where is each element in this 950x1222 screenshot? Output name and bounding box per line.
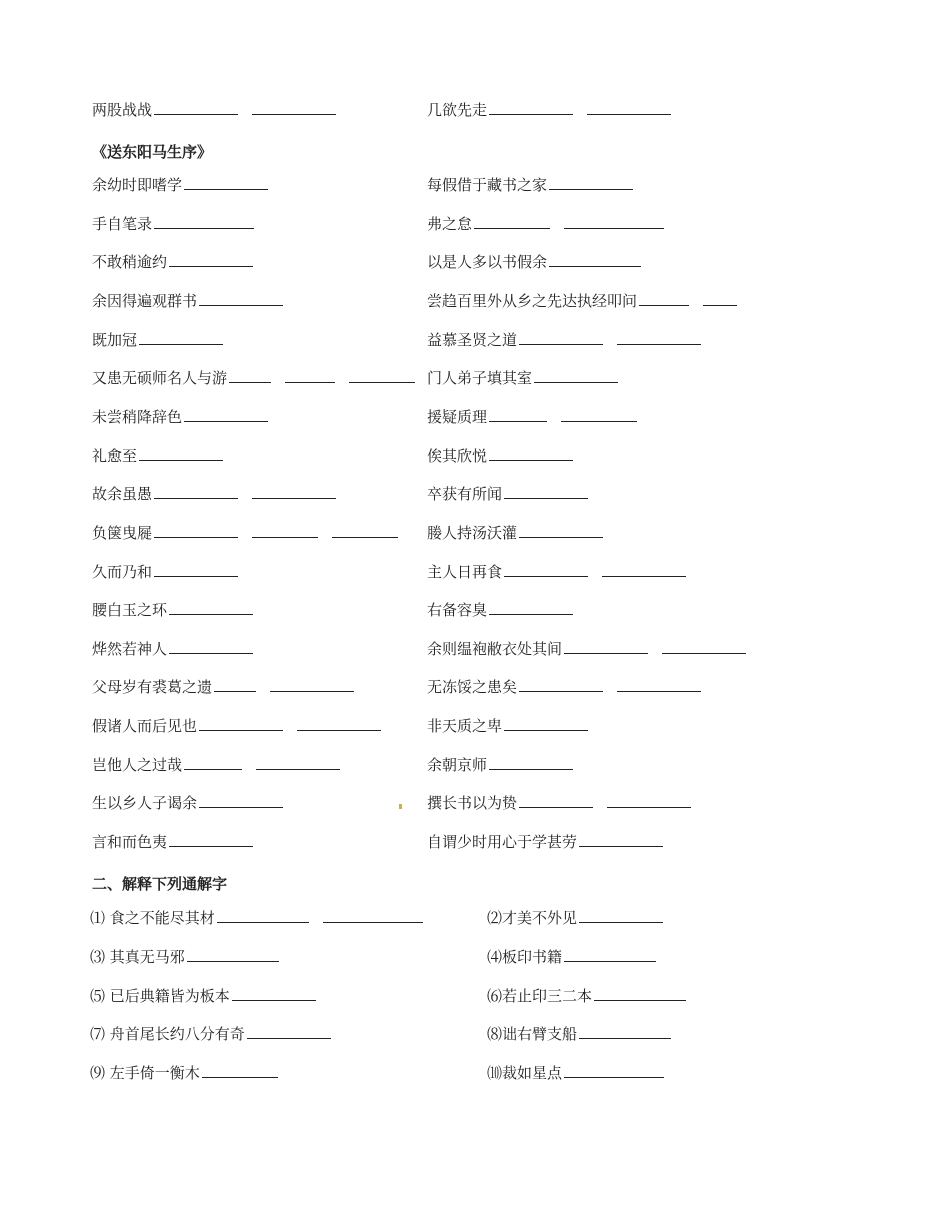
exercise-row	[0, 483, 950, 507]
exercise-item-right	[487, 985, 686, 1007]
exercise-phrase: 父母岁有裘葛之遗	[92, 678, 213, 697]
answer-blank[interactable]	[607, 793, 691, 808]
exercise-row	[0, 251, 950, 275]
exercise-row	[0, 715, 950, 739]
answer-blank[interactable]	[199, 716, 283, 731]
answer-blank[interactable]	[323, 908, 423, 923]
exercise-phrase: 几欲先走	[427, 101, 488, 119]
exercise-item-right	[427, 329, 701, 351]
answer-blank[interactable]	[169, 639, 253, 654]
exercise-item-left	[92, 406, 268, 428]
exercise-item-left	[92, 213, 254, 235]
exercise-phrase: ⑼ 左手倚一衡木	[90, 1064, 200, 1082]
answer-blank[interactable]	[154, 562, 238, 577]
answer-blank[interactable]	[184, 755, 242, 770]
answer-blank[interactable]	[489, 407, 547, 422]
exercise-item-left	[92, 174, 268, 196]
exercise-item-left	[90, 1062, 278, 1084]
exercise-phrase: 非天质之卑	[427, 717, 503, 736]
answer-blank[interactable]	[139, 446, 223, 461]
exercise-item-left	[92, 676, 354, 698]
exercise-row	[0, 99, 950, 123]
exercise-row	[0, 174, 950, 198]
exercise-phrase: 余幼时即嗜学	[92, 176, 183, 194]
exercise-item-right	[427, 174, 633, 196]
exercise-row	[0, 792, 950, 816]
exercise-row	[0, 946, 950, 970]
exercise-item-right	[427, 251, 641, 273]
exercise-phrase: 益慕圣贤之道	[427, 330, 518, 349]
exercise-phrase: 右备容臭	[427, 601, 488, 620]
exercise-phrase: 无冻馁之患矣	[427, 678, 518, 697]
exercise-item-right	[427, 676, 701, 698]
exercise-item-left	[92, 367, 415, 389]
exercise-row	[0, 831, 950, 855]
answer-blank[interactable]	[662, 639, 746, 654]
exercise-item-left	[92, 99, 336, 121]
answer-blank[interactable]	[154, 484, 238, 499]
exercise-phrase: 撰长书以为贽	[427, 794, 518, 813]
exercise-phrase: 弗之怠	[427, 214, 473, 233]
exercise-phrase: ⑽裁如星点	[487, 1064, 563, 1082]
answer-blank[interactable]	[617, 330, 701, 345]
exercise-phrase: 媵人持汤沃灌	[427, 523, 518, 542]
answer-blank[interactable]	[184, 407, 268, 422]
answer-blank[interactable]	[256, 755, 340, 770]
exercise-row	[0, 907, 950, 931]
answer-blank[interactable]	[564, 639, 648, 654]
answer-blank[interactable]	[489, 755, 573, 770]
answer-blank[interactable]	[214, 677, 256, 692]
answer-blank[interactable]	[579, 908, 663, 923]
exercise-item-right	[427, 831, 663, 853]
exercise-row	[0, 599, 950, 623]
exercise-phrase: 以是人多以书假余	[427, 253, 548, 272]
exercise-row	[0, 985, 950, 1009]
answer-blank[interactable]	[232, 986, 316, 1001]
exercise-phrase: 未尝稍降辞色	[92, 407, 183, 426]
exercise-row	[0, 445, 950, 469]
exercise-phrase: ⑻诎右臂支船	[487, 1025, 578, 1044]
exercise-phrase: ⑶ 其真无马邪	[90, 947, 185, 966]
exercise-phrase: 故余虽愚	[92, 485, 153, 504]
section-title-songdongyang: 《送东阳马生序》	[92, 143, 213, 161]
answer-blank[interactable]	[703, 291, 737, 306]
exercise-phrase: 余因得遍观群书	[92, 291, 198, 310]
exercise-item-left	[90, 985, 316, 1007]
exercise-row	[0, 754, 950, 778]
exercise-item-right	[487, 907, 663, 929]
answer-blank[interactable]	[579, 1024, 671, 1039]
answer-blank[interactable]	[154, 214, 254, 229]
exercise-phrase: 手自笔录	[92, 214, 153, 233]
exercise-item-left	[92, 561, 238, 583]
exercise-phrase: 俟其欣悦	[427, 446, 488, 465]
exercise-phrase: 主人日再食	[427, 562, 503, 581]
exercise-item-right	[487, 1062, 664, 1084]
answer-blank[interactable]	[169, 600, 253, 615]
exercise-phrase: 久而乃和	[92, 562, 153, 581]
exercise-row	[0, 1062, 950, 1086]
answer-blank[interactable]	[561, 407, 637, 422]
exercise-row	[0, 213, 950, 237]
exercise-item-left	[92, 638, 253, 660]
exercise-phrase: ⑸ 已后典籍皆为板本	[90, 986, 230, 1005]
answer-blank[interactable]	[349, 368, 415, 383]
answer-blank[interactable]	[229, 368, 271, 383]
answer-blank[interactable]	[639, 291, 689, 306]
stray-mark	[399, 804, 402, 809]
answer-blank[interactable]	[564, 1063, 664, 1078]
exercise-phrase: 礼愈至	[92, 446, 138, 465]
answer-blank[interactable]	[285, 368, 335, 383]
exercise-item-left	[92, 290, 283, 312]
exercise-row	[0, 406, 950, 430]
exercise-item-left	[90, 907, 423, 929]
answer-blank[interactable]	[564, 947, 656, 962]
answer-blank[interactable]	[564, 214, 664, 229]
answer-blank[interactable]	[519, 523, 603, 538]
exercise-item-left	[92, 329, 223, 351]
answer-blank[interactable]	[247, 1024, 331, 1039]
answer-blank[interactable]	[169, 252, 253, 267]
exercise-item-right	[427, 522, 603, 544]
answer-blank[interactable]	[199, 793, 283, 808]
exercise-item-right	[487, 1023, 671, 1045]
exercise-item-left	[92, 754, 340, 776]
exercise-phrase: ⑴ 食之不能尽其材	[90, 909, 215, 927]
answer-blank[interactable]	[579, 832, 663, 847]
exercise-item-right	[427, 561, 686, 583]
exercise-item-left	[92, 483, 336, 505]
answer-blank[interactable]	[252, 484, 336, 499]
answer-blank[interactable]	[154, 100, 238, 115]
answer-blank[interactable]	[519, 677, 603, 692]
answer-blank[interactable]	[504, 716, 588, 731]
exercise-item-right	[427, 792, 691, 814]
exercise-phrase: 余朝京师	[427, 755, 488, 774]
exercise-phrase: ⑵才美不外见	[487, 909, 578, 927]
exercise-item-left	[92, 599, 253, 621]
exercise-row	[0, 1023, 950, 1047]
exercise-item-left	[92, 522, 398, 544]
exercise-item-right	[427, 754, 573, 776]
exercise-phrase: 言和而色夷	[92, 833, 168, 852]
answer-blank[interactable]	[594, 986, 686, 1001]
answer-blank[interactable]	[519, 330, 603, 345]
exercise-item-left	[92, 831, 253, 853]
exercise-phrase: 假诸人而后见也	[92, 717, 198, 736]
answer-blank[interactable]	[169, 832, 253, 847]
answer-blank[interactable]	[332, 523, 398, 538]
exercise-phrase: 既加冠	[92, 330, 138, 349]
exercise-phrase: 岂他人之过哉	[92, 755, 183, 774]
exercise-item-right	[427, 599, 573, 621]
answer-blank[interactable]	[602, 562, 686, 577]
exercise-row	[0, 676, 950, 700]
answer-blank[interactable]	[617, 677, 701, 692]
exercise-phrase: 卒获有所闻	[427, 485, 503, 504]
answer-blank[interactable]	[297, 716, 381, 731]
exercise-phrase: 腰白玉之环	[92, 601, 168, 620]
answer-blank[interactable]	[217, 908, 309, 923]
exercise-phrase: 不敢稍逾约	[92, 253, 168, 272]
exercise-item-right	[427, 638, 746, 660]
answer-blank[interactable]	[549, 252, 641, 267]
exercise-item-left	[92, 715, 381, 737]
section-title-tongjiazi: 二、解释下列通解字	[92, 875, 228, 893]
exercise-row	[0, 290, 950, 314]
answer-blank[interactable]	[587, 100, 671, 115]
exercise-phrase: ⑷板印书籍	[487, 947, 563, 966]
exercise-row	[0, 329, 950, 353]
answer-blank[interactable]	[139, 330, 223, 345]
exercise-row	[0, 367, 950, 391]
exercise-phrase: 自谓少时用心于学甚劳	[427, 833, 578, 852]
exercise-item-right	[427, 445, 573, 467]
exercise-item-right	[427, 406, 637, 428]
answer-blank[interactable]	[474, 214, 550, 229]
answer-blank[interactable]	[184, 175, 268, 190]
exercise-phrase: 烨然若神人	[92, 639, 168, 658]
answer-blank[interactable]	[489, 600, 573, 615]
exercise-row	[0, 561, 950, 585]
exercise-row	[0, 638, 950, 662]
exercise-phrase: 每假借于藏书之家	[427, 176, 548, 194]
answer-blank[interactable]	[504, 484, 588, 499]
answer-blank[interactable]	[489, 100, 573, 115]
answer-blank[interactable]	[154, 523, 238, 538]
exercise-item-right	[427, 99, 671, 121]
exercise-phrase: 门人弟子填其室	[427, 369, 533, 388]
exercise-phrase: 余则缊袍敝衣处其间	[427, 639, 563, 658]
exercise-phrase: 负箧曳屣	[92, 523, 153, 542]
exercise-item-right	[427, 483, 588, 505]
exercise-item-right	[427, 213, 664, 235]
exercise-phrase: 尝趋百里外从乡之先达执经叩问	[427, 291, 638, 310]
exercise-phrase: 援疑质理	[427, 407, 488, 426]
exercise-item-left	[90, 946, 279, 968]
exercise-item-left	[92, 251, 253, 273]
exercise-row	[0, 522, 950, 546]
answer-blank[interactable]	[489, 446, 573, 461]
exercise-item-left	[90, 1023, 331, 1045]
answer-blank[interactable]	[549, 175, 633, 190]
answer-blank[interactable]	[202, 1063, 278, 1078]
answer-blank[interactable]	[199, 291, 283, 306]
answer-blank[interactable]	[504, 562, 588, 577]
exercise-phrase: ⑹若止印三二本	[487, 986, 593, 1005]
answer-blank[interactable]	[270, 677, 354, 692]
exercise-phrase: 又患无硕师名人与游	[92, 369, 228, 388]
answer-blank[interactable]	[187, 947, 279, 962]
exercise-phrase: 两股战战	[92, 101, 153, 119]
exercise-item-left	[92, 792, 283, 814]
answer-blank[interactable]	[534, 368, 618, 383]
answer-blank[interactable]	[252, 523, 318, 538]
exercise-item-right	[427, 715, 588, 737]
exercise-item-right	[487, 946, 656, 968]
answer-blank[interactable]	[519, 793, 593, 808]
exercise-item-left	[92, 445, 223, 467]
answer-blank[interactable]	[252, 100, 336, 115]
exercise-phrase: 生以乡人子谒余	[92, 794, 198, 813]
exercise-phrase: ⑺ 舟首尾长约八分有奇	[90, 1025, 245, 1044]
exercise-item-right	[427, 290, 737, 312]
exercise-item-right	[427, 367, 618, 389]
